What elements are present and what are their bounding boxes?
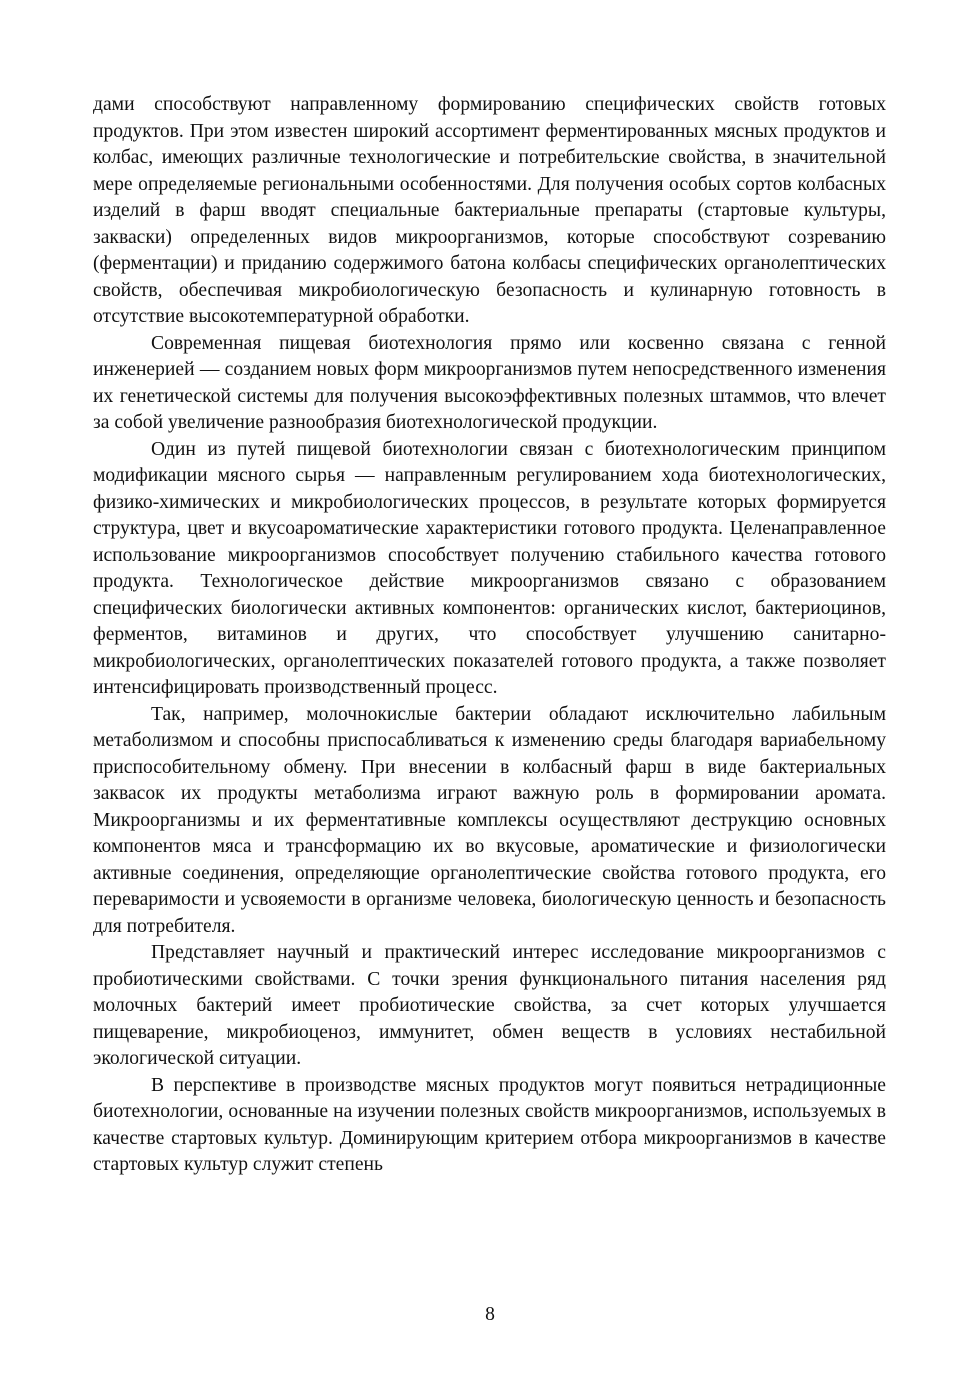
body-text (93, 92, 886, 1179)
paragraph-probiotics: Представляет научный и практический интерес исследование микроорганизмов с пробиотическими свойствами. С точки зрения функционального питания населения ряд молочных бактерий имеет пробиотические свойства, за счет которых улучшается пищеварение, микробиоценоз, иммунитет, обмен веществ в условиях нестабильной экологической ситуации. (93, 942, 886, 1069)
page-number: 8 (485, 1304, 495, 1325)
paragraph-raw-material-modification: Один из путей пищевой биотехнологии связан с биотехнологическим принципом модификации мясного сырья — направленным регулированием хода биотехнологических, физико-химических и микробиологических процессов, в результате которых формируется структура, цвет и вкусоароматические характеристики готового продукта. Целенаправленное использование микроорганизмов способствует получению стабильного качества готового продукта. Технологическое действие микроорганизмов связано с образованием специфических биологически активных компонентов: органических кислот, бактериоцинов, ферментов, витаминов и других, что способствует улучшению санитарно-микробиологических, органолептических показателей готового продукта, а также позволяет интенсифицировать производственный процесс. (93, 438, 886, 698)
paragraph-continuation: дами способствуют направленному формированию специфических свойств готовых продуктов. При этом известен широкий ассортимент ферментированных мясных продуктов и колбас, имеющих различные технологические и потребительские свойства, в значительной мере определяемые региональными особенностями. Для получения особых сортов колбасных изделий в фарш вводят специальные бактериальные препараты (стартовые культуры, закваски) определенных видов микроорганизмов, которые способствуют созреванию (ферментации) и приданию содержимого батона колбасы специфических органолептических свойств, обеспечивая микробиологическую безопасность и кулинарную готовность в отсутствие высокотемпературной обработки. (93, 94, 886, 327)
paragraph-genetic-engineering: Современная пищевая биотехнология прямо или косвенно связана с генной инженерией — созданием новых форм микроорганизмов путем непосредственного изменения их генетической системы для получения высокоэффективных полезных штаммов, что влечет за собой увеличение разнообразия биотехнологической продукции. (93, 332, 886, 433)
paragraph-lactic-bacteria: Так, например, молочнокислые бактерии обладают исключительно лабильным метаболизмом и способны приспосабливаться к изменению среды благодаря вариабельному приспособительному обмену. При внесении в колбасный фарш в виде бактериальных заквасок их продукты метаболизма играют важную роль в формировании аромата. Микроорганизмы и их ферментативные комплексы осуществляют деструкцию основных компонентов мяса и трансформацию их во вкусовые, ароматические и физиологически активные соединения, определяющие органолептические свойства готового продукта, его переваримости и усвояемости в организме человека, биологическую ценность и безопасность для потребителя. (93, 703, 886, 937)
paragraph-perspective: В перспективе в производстве мясных продуктов могут появиться нетрадиционные биотехнологии, основанные на изучении полезных свойств микроорганизмов, используемых в качестве стартовых культур. Доминирующим критерием отбора микроорганизмов в качестве стартовых культур служит степень (93, 1074, 886, 1175)
